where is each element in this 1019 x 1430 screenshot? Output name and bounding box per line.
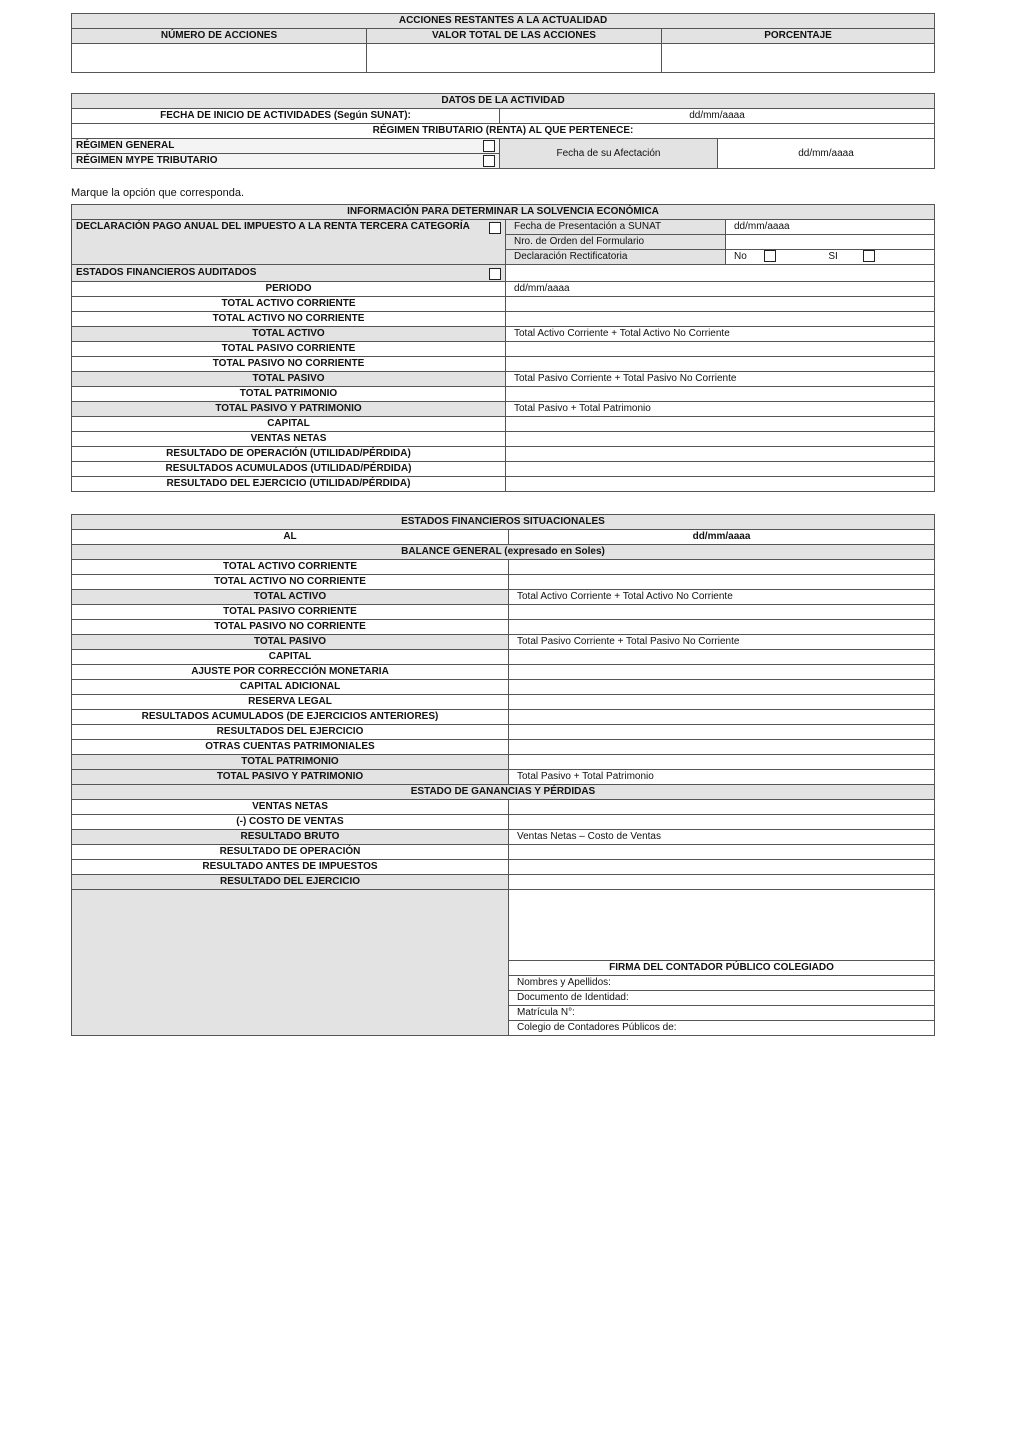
fecha-presentacion-label: Fecha de Presentación a SUNAT	[506, 220, 726, 235]
situacionales-table	[71, 514, 935, 1036]
ganancias-row	[72, 875, 935, 890]
balance-row-value[interactable]	[509, 710, 935, 725]
ganancias-row-value[interactable]	[509, 815, 935, 830]
col-numero-acciones: NÚMERO DE ACCIONES	[72, 29, 367, 44]
balance-row-label: TOTAL PATRIMONIO	[72, 755, 509, 770]
balance-row-value[interactable]: Total Pasivo + Total Patrimonio	[509, 770, 935, 785]
ganancias-row	[72, 830, 935, 845]
balance-row-label: TOTAL PASIVO CORRIENTE	[72, 605, 509, 620]
al-date-field[interactable]: dd/mm/aaaa	[509, 530, 935, 545]
balance-row	[72, 665, 935, 680]
regimen-mype-label: RÉGIMEN MYPE TRIBUTARIO	[76, 155, 218, 166]
solvencia-row-value[interactable]	[506, 312, 935, 327]
ganancias-rows	[72, 800, 935, 890]
regimen-title: RÉGIMEN TRIBUTARIO (RENTA) AL QUE PERTENECE:	[72, 124, 935, 139]
firma-nombres: Nombres y Apellidos:	[509, 976, 935, 991]
firma-colegio: Colegio de Contadores Públicos de:	[509, 1021, 935, 1036]
balance-row-value[interactable]	[509, 560, 935, 575]
solvencia-row	[72, 312, 935, 327]
ganancias-row	[72, 860, 935, 875]
solvencia-row	[72, 447, 935, 462]
balance-row	[72, 560, 935, 575]
solvencia-row	[72, 477, 935, 492]
balance-rows	[72, 560, 935, 785]
auditados-field[interactable]	[506, 265, 935, 282]
numero-acciones-field[interactable]	[72, 44, 367, 73]
solvencia-row	[72, 282, 935, 297]
solvencia-row	[72, 387, 935, 402]
balance-row-label: AJUSTE POR CORRECCIÓN MONETARIA	[72, 665, 509, 680]
solvencia-row	[72, 342, 935, 357]
balance-row	[72, 590, 935, 605]
solvencia-row-value[interactable]: Total Pasivo Corriente + Total Pasivo No Corriente	[506, 372, 935, 387]
solvencia-row-label: TOTAL PASIVO Y PATRIMONIO	[72, 402, 506, 417]
solvencia-row-label: TOTAL ACTIVO	[72, 327, 506, 342]
valor-total-field[interactable]	[367, 44, 662, 73]
solvencia-row-value[interactable]	[506, 357, 935, 372]
firma-left-panel	[72, 890, 509, 1036]
solvencia-row	[72, 402, 935, 417]
balance-row-value[interactable]	[509, 620, 935, 635]
balance-row	[72, 680, 935, 695]
acciones-title: ACCIONES RESTANTES A LA ACTUALIDAD	[72, 14, 935, 29]
solvencia-row-value[interactable]: Total Pasivo + Total Patrimonio	[506, 402, 935, 417]
auditados-label: ESTADOS FINANCIEROS AUDITADOS	[76, 267, 257, 278]
ganancias-row-label: RESULTADO ANTES DE IMPUESTOS	[72, 860, 509, 875]
solvencia-row	[72, 372, 935, 387]
balance-row	[72, 740, 935, 755]
no-checkbox[interactable]	[764, 250, 776, 262]
balance-row-value[interactable]	[509, 650, 935, 665]
balance-row-value[interactable]: Total Activo Corriente + Total Activo No Corriente	[509, 590, 935, 605]
regimen-general-row	[72, 139, 500, 154]
auditados-row	[72, 265, 506, 282]
solvencia-row	[72, 417, 935, 432]
declaracion-checkbox[interactable]	[489, 222, 501, 234]
balance-row-value[interactable]	[509, 605, 935, 620]
solvencia-row-value[interactable]: Total Activo Corriente + Total Activo No Corriente	[506, 327, 935, 342]
balance-row	[72, 725, 935, 740]
balance-row	[72, 605, 935, 620]
solvencia-row	[72, 357, 935, 372]
solvencia-row-label: TOTAL PASIVO NO CORRIENTE	[72, 357, 506, 372]
fecha-afectacion-field[interactable]: dd/mm/aaaa	[718, 139, 935, 169]
solvencia-row-label: RESULTADOS ACUMULADOS (UTILIDAD/PÉRDIDA)	[72, 462, 506, 477]
firma-matricula: Matrícula N°:	[509, 1006, 935, 1021]
ganancias-row	[72, 815, 935, 830]
balance-row	[72, 575, 935, 590]
fecha-inicio-label: FECHA DE INICIO DE ACTIVIDADES (Según SUNAT):	[72, 109, 500, 124]
regimen-mype-checkbox[interactable]	[483, 155, 495, 167]
ganancias-row-label: RESULTADO BRUTO	[72, 830, 509, 845]
solvencia-row-value[interactable]	[506, 417, 935, 432]
balance-row-label: RESULTADOS ACUMULADOS (DE EJERCICIOS ANTERIORES)	[72, 710, 509, 725]
declaracion-label: DECLARACIÓN PAGO ANUAL DEL IMPUESTO A LA RENTA TERCERA CATEGORÍA	[76, 221, 470, 232]
col-valor-total: VALOR TOTAL DE LAS ACCIONES	[367, 29, 662, 44]
solvencia-row	[72, 297, 935, 312]
firma-title: FIRMA DEL CONTADOR PÚBLICO COLEGIADO	[509, 961, 935, 976]
balance-row-value[interactable]	[509, 665, 935, 680]
solvencia-row-label: TOTAL PASIVO CORRIENTE	[72, 342, 506, 357]
solvencia-row-value[interactable]	[506, 462, 935, 477]
solvencia-row-value[interactable]	[506, 342, 935, 357]
balance-row	[72, 635, 935, 650]
balance-row	[72, 710, 935, 725]
solvencia-row-label: PERIODO	[72, 282, 506, 297]
firma-signature-area[interactable]	[509, 890, 935, 961]
si-checkbox[interactable]	[863, 250, 875, 262]
solvencia-row-label: TOTAL PASIVO	[72, 372, 506, 387]
nro-orden-field[interactable]	[726, 235, 935, 250]
balance-row-label: CAPITAL	[72, 650, 509, 665]
solvencia-row-label: CAPITAL	[72, 417, 506, 432]
balance-row-value[interactable]: Total Pasivo Corriente + Total Pasivo No Corriente	[509, 635, 935, 650]
situacionales-title: ESTADOS FINANCIEROS SITUACIONALES	[72, 515, 935, 530]
balance-row-label: RESULTADOS DEL EJERCICIO	[72, 725, 509, 740]
fecha-afectacion-label: Fecha de su Afectación	[500, 139, 718, 169]
ganancias-row-label: RESULTADO DEL EJERCICIO	[72, 875, 509, 890]
solvencia-row-label: TOTAL ACTIVO NO CORRIENTE	[72, 312, 506, 327]
balance-row	[72, 695, 935, 710]
solvencia-row-value[interactable]	[506, 387, 935, 402]
firma-documento: Documento de Identidad:	[509, 991, 935, 1006]
solvencia-row	[72, 432, 935, 447]
ganancias-row	[72, 845, 935, 860]
no-label: No	[734, 251, 747, 262]
solvencia-row-label: TOTAL ACTIVO CORRIENTE	[72, 297, 506, 312]
rectificatoria-options	[726, 250, 935, 265]
porcentaje-field[interactable]	[662, 44, 935, 73]
balance-row-label: TOTAL PASIVO	[72, 635, 509, 650]
balance-title: BALANCE GENERAL (expresado en Soles)	[72, 545, 935, 560]
balance-row-value[interactable]	[509, 755, 935, 770]
acciones-table	[71, 13, 935, 73]
fecha-presentacion-field[interactable]: dd/mm/aaaa	[726, 220, 935, 235]
solvencia-row-value[interactable]	[506, 432, 935, 447]
regimen-mype-row	[72, 154, 500, 169]
ganancias-row	[72, 800, 935, 815]
auditados-checkbox[interactable]	[489, 268, 501, 280]
balance-row-value[interactable]	[509, 695, 935, 710]
solvencia-row	[72, 462, 935, 477]
solvencia-row-value[interactable]	[506, 477, 935, 492]
ganancias-row-value[interactable]	[509, 800, 935, 815]
ganancias-row-value[interactable]	[509, 845, 935, 860]
balance-row	[72, 620, 935, 635]
balance-row-label: TOTAL PASIVO NO CORRIENTE	[72, 620, 509, 635]
fecha-inicio-field[interactable]: dd/mm/aaaa	[500, 109, 935, 124]
balance-row	[72, 755, 935, 770]
balance-row-value[interactable]	[509, 680, 935, 695]
solvencia-title: INFORMACIÓN PARA DETERMINAR LA SOLVENCIA ECONÓMICA	[72, 205, 935, 220]
actividad-title: DATOS DE LA ACTIVIDAD	[72, 94, 935, 109]
balance-row-label: TOTAL ACTIVO CORRIENTE	[72, 560, 509, 575]
regimen-general-label: RÉGIMEN GENERAL	[76, 140, 175, 151]
ganancias-title: ESTADO DE GANANCIAS Y PÉRDIDAS	[72, 785, 935, 800]
balance-row	[72, 770, 935, 785]
solvencia-table	[71, 204, 935, 492]
balance-row-label: OTRAS CUENTAS PATRIMONIALES	[72, 740, 509, 755]
balance-row	[72, 650, 935, 665]
balance-row-value[interactable]	[509, 740, 935, 755]
solvencia-row-label: RESULTADO DEL EJERCICIO (UTILIDAD/PÉRDIDA)	[72, 477, 506, 492]
ganancias-row-value[interactable]	[509, 875, 935, 890]
solvencia-row-value[interactable]	[506, 297, 935, 312]
balance-row-label: RESERVA LEGAL	[72, 695, 509, 710]
ganancias-row-label: RESULTADO DE OPERACIÓN	[72, 845, 509, 860]
actividad-table	[71, 93, 935, 169]
ganancias-row-value[interactable]: Ventas Netas – Costo de Ventas	[509, 830, 935, 845]
solvencia-row-label: TOTAL PATRIMONIO	[72, 387, 506, 402]
solvencia-row-value[interactable]	[506, 447, 935, 462]
solvencia-row-label: RESULTADO DE OPERACIÓN (UTILIDAD/PÉRDIDA)	[72, 447, 506, 462]
instruction-note: Marque la opción que corresponda.	[71, 187, 245, 199]
col-porcentaje: PORCENTAJE	[662, 29, 935, 44]
balance-row-value[interactable]	[509, 725, 935, 740]
al-label: AL	[72, 530, 509, 545]
si-label: SI	[828, 251, 838, 262]
ganancias-row-value[interactable]	[509, 860, 935, 875]
nro-orden-label: Nro. de Orden del Formulario	[506, 235, 726, 250]
balance-row-label: TOTAL ACTIVO NO CORRIENTE	[72, 575, 509, 590]
balance-row-label: CAPITAL ADICIONAL	[72, 680, 509, 695]
declaracion-row	[72, 220, 506, 265]
rectificatoria-label: Declaración Rectificatoria	[506, 250, 726, 265]
solvencia-rows	[72, 282, 935, 492]
balance-row-value[interactable]	[509, 575, 935, 590]
solvencia-row	[72, 327, 935, 342]
regimen-general-checkbox[interactable]	[483, 140, 495, 152]
ganancias-row-label: (-) COSTO DE VENTAS	[72, 815, 509, 830]
solvencia-row-label: VENTAS NETAS	[72, 432, 506, 447]
ganancias-row-label: VENTAS NETAS	[72, 800, 509, 815]
solvencia-row-value[interactable]: dd/mm/aaaa	[506, 282, 935, 297]
balance-row-label: TOTAL ACTIVO	[72, 590, 509, 605]
balance-row-label: TOTAL PASIVO Y PATRIMONIO	[72, 770, 509, 785]
